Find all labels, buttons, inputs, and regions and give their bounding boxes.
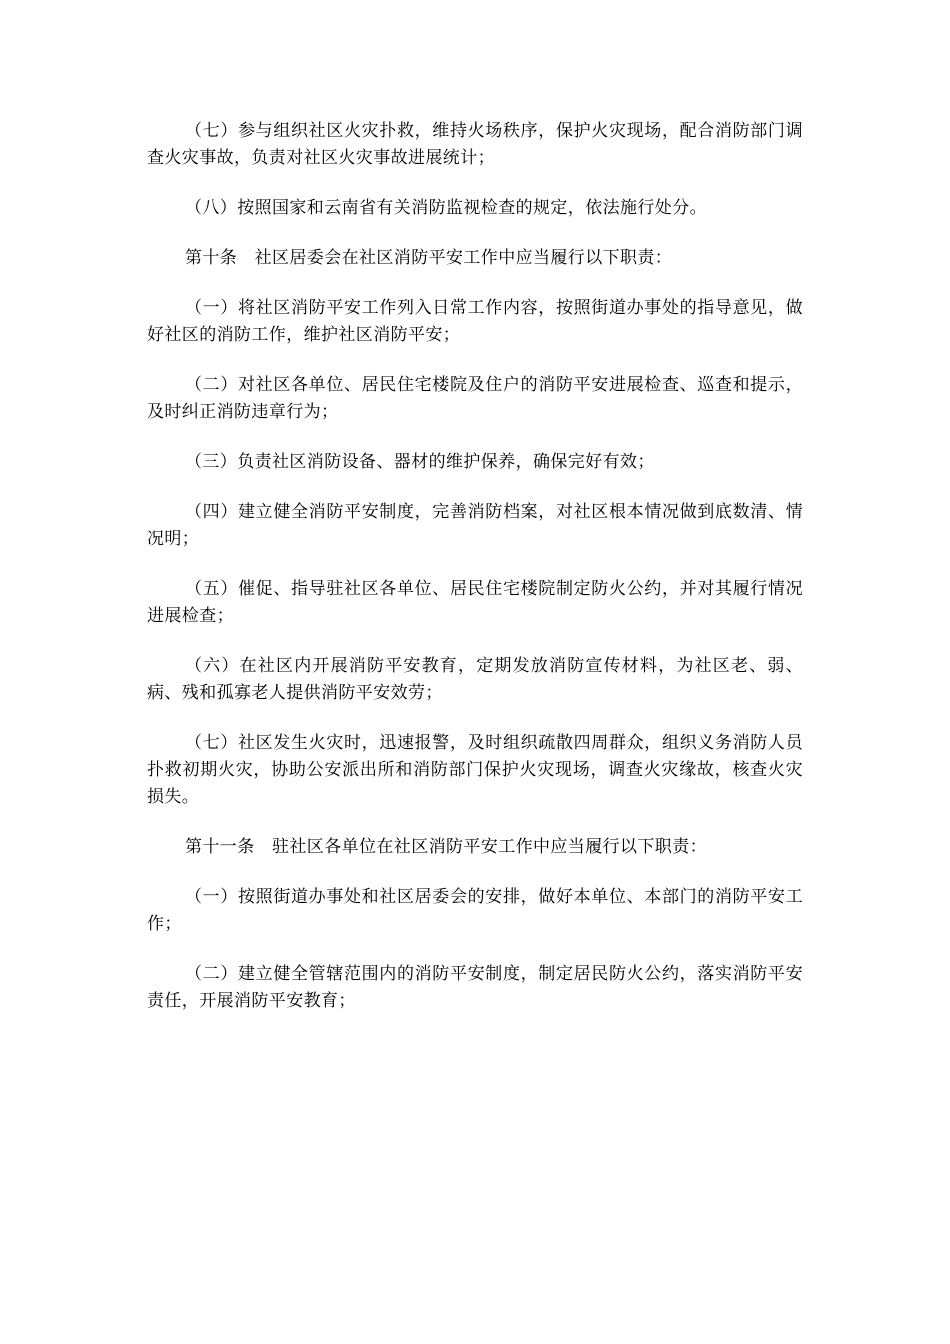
paragraph-committee-duty-5: （五）催促、指导驻社区各单位、居民住宅楼院制定防火公约，并对其履行情况进展检查； <box>147 579 803 626</box>
paragraph-unit-duty-1: （一）按照街道办事处和社区居委会的安排，做好本单位、本部门的消防平安工作； <box>147 887 803 934</box>
paragraph-committee-duty-7: （七）社区发生火灾时，迅速报警，及时组织疏散四周群众，组织义务消防人员扑救初期火灾，协助公安派出所和消防部门保护火灾现场，调查火灾缘故，核查火灾损失。 <box>147 733 803 807</box>
paragraph-committee-duty-1: （一）将社区消防平安工作列入日常工作内容，按照街道办事处的指导意见，做好社区的消防工作，维护社区消防平安； <box>147 298 803 345</box>
article-11-heading: 第十一条 驻社区各单位在社区消防平安工作中应当履行以下职责： <box>185 837 707 857</box>
paragraph-duty-7-fire-rescue: （七）参与组织社区火灾扑救，维持火场秩序，保护火灾现场，配合消防部门调查火灾事故，负责对社区火灾事故进展统计； <box>147 121 803 168</box>
paragraph-committee-duty-6: （六）在社区内开展消防平安教育，定期发放消防宣传材料，为社区老、弱、病、残和孤寡老人提供消防平安效劳； <box>147 656 803 703</box>
paragraph-committee-duty-2: （二）对社区各单位、居民住宅楼院及住户的消防平安进展检查、巡查和提示，及时纠正消防违章行为； <box>147 375 803 422</box>
paragraph-duty-8-penalty: （八）按照国家和云南省有关消防监视检查的规定，依法施行处分。 <box>185 198 707 218</box>
paragraph-unit-duty-2: （二）建立健全管辖范围内的消防平安制度，制定居民防火公约，落实消防平安责任，开展消防平安教育； <box>147 964 803 1011</box>
document-body <box>147 118 803 1038</box>
paragraph-committee-duty-4: （四）建立健全消防平安制度，完善消防档案，对社区根本情况做到底数清、情况明； <box>147 502 803 549</box>
article-10-heading: 第十条 社区居委会在社区消防平安工作中应当履行以下职责： <box>185 248 673 268</box>
paragraph-committee-duty-3: （三）负责社区消防设备、器材的维护保养，确保完好有效； <box>185 452 655 472</box>
